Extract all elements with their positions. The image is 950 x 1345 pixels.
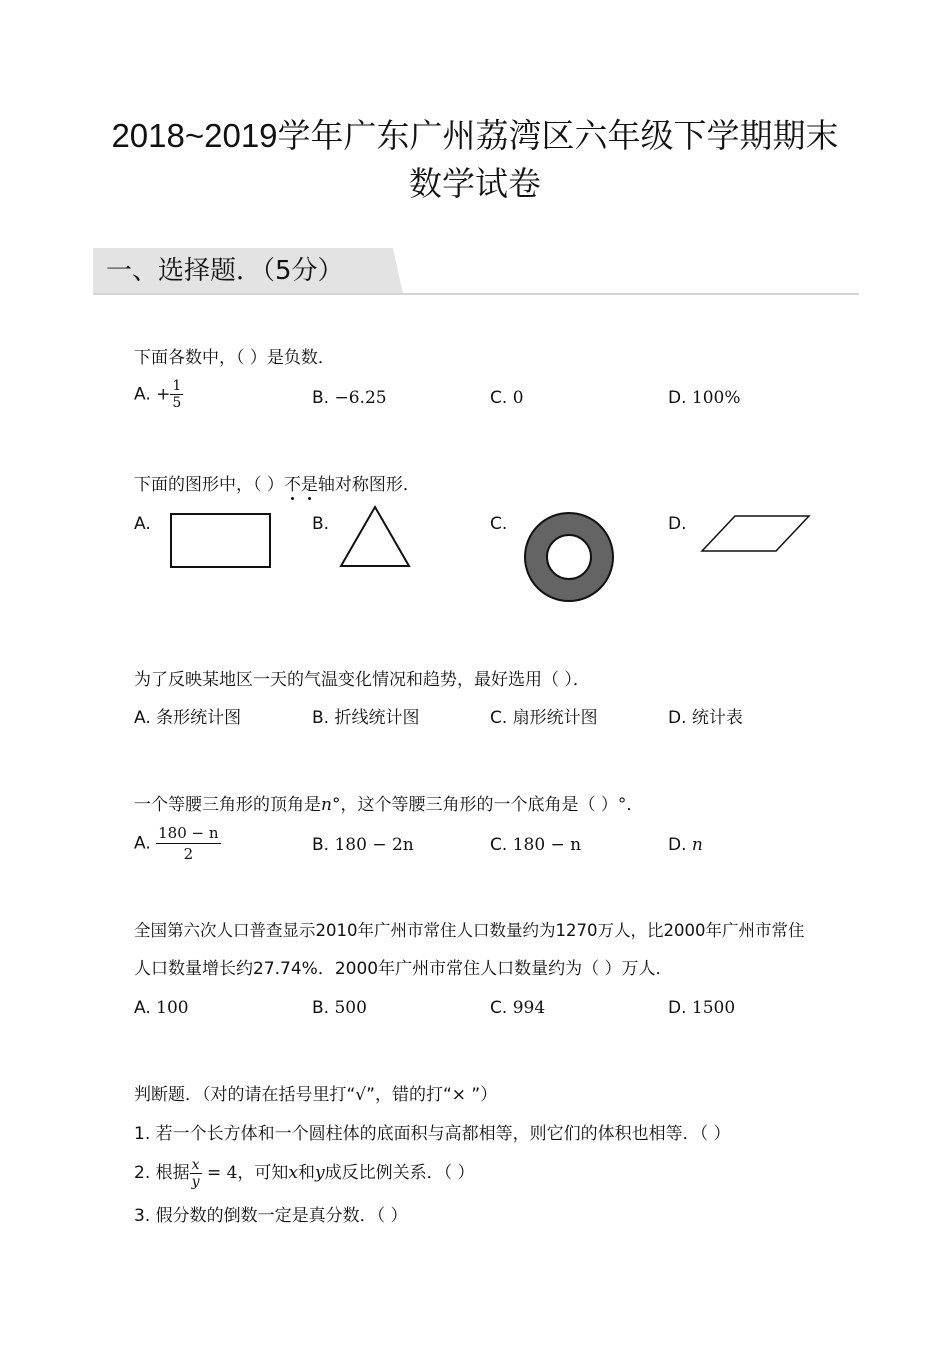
question-4-variable: n° xyxy=(321,795,341,815)
option-a-label: A. xyxy=(134,384,151,405)
question-1-option-d[interactable] xyxy=(668,386,741,410)
option-a-fraction xyxy=(170,378,183,411)
question-5-line-2: 人口数量增长约27.74%．2000年广州市常住人口数量约为（ ）万人． xyxy=(134,959,673,979)
question-5-option-d[interactable] xyxy=(668,996,735,1020)
judge-item-3: 3. 假分数的倒数一定是真分数．（ ） xyxy=(134,1206,408,1226)
option-d-value: 1500 xyxy=(691,998,736,1018)
option-d-label: D. xyxy=(668,998,687,1018)
option-c-value: 0 xyxy=(512,388,524,408)
option-c-value: 180 − n xyxy=(512,835,582,855)
judge-item-2-var-y: y xyxy=(315,1163,325,1183)
option-a-label: A. xyxy=(134,833,151,854)
option-b-label: B. xyxy=(312,388,330,408)
question-1-option-a[interactable] xyxy=(134,378,183,411)
question-5-option-b[interactable] xyxy=(312,996,367,1020)
option-d-value: 100% xyxy=(691,388,741,408)
question-2-option-c-label[interactable]: C. xyxy=(490,514,508,534)
question-2-option-d-label[interactable]: D. xyxy=(668,514,687,534)
fraction-denominator: 5 xyxy=(172,395,182,411)
question-1-option-c[interactable] xyxy=(490,386,524,410)
question-2-option-b-label[interactable]: B. xyxy=(312,514,330,534)
section-header xyxy=(93,248,859,296)
judge-header: 判断题．（对的请在括号里打“√”，错的打“× ”） xyxy=(134,1085,498,1105)
question-4-text xyxy=(134,793,643,817)
option-c-label: C. xyxy=(490,998,508,1018)
judge-item-2-text-3: 成反比例关系．（ ） xyxy=(324,1163,475,1183)
section-underline xyxy=(93,293,859,295)
ring-shape[interactable] xyxy=(521,510,617,604)
judge-item-2-text-1: ，可知 xyxy=(237,1163,289,1183)
emphasis-char-2: 是 xyxy=(301,475,318,495)
option-a-label: A. xyxy=(134,998,151,1018)
judge-item-2-equation: = 4 xyxy=(206,1163,238,1183)
fraction-numerator: 1 xyxy=(172,378,182,394)
question-3-option-b[interactable]: B. 折线统计图 xyxy=(312,708,420,728)
option-b-value: −6.25 xyxy=(334,388,387,408)
fraction-denominator: y xyxy=(191,1173,200,1190)
question-4-option-c[interactable] xyxy=(490,833,581,857)
parallelogram-shape[interactable] xyxy=(699,513,813,555)
question-2-text-pre: 下面的图形中，（ ） xyxy=(134,475,284,495)
question-1-option-b[interactable] xyxy=(312,386,387,410)
option-d-label: D. xyxy=(668,388,687,408)
option-a-sign: + xyxy=(156,384,171,405)
title-line-1: 2018~2019学年广东广州荔湾区六年级下学期期末 xyxy=(111,117,839,154)
question-4-text-post: ，这个等腰三角形的一个底角是（ ）°． xyxy=(340,795,644,815)
judge-item-2-text-2: 和 xyxy=(298,1163,316,1183)
question-4-option-d[interactable] xyxy=(668,833,703,857)
question-2-text xyxy=(134,473,420,497)
option-c-value: 994 xyxy=(512,998,546,1018)
question-3-option-a[interactable]: A. 条形统计图 xyxy=(134,708,242,728)
fraction-numerator: x xyxy=(190,1157,202,1174)
option-b-label: B. xyxy=(312,998,330,1018)
option-c-label: C. xyxy=(490,835,508,855)
question-4-text-pre: 一个等腰三角形的顶角是 xyxy=(134,795,321,815)
judge-item-2-fraction xyxy=(190,1157,202,1190)
fraction-denominator: 2 xyxy=(183,845,194,863)
question-2-option-a-label[interactable]: A. xyxy=(134,514,151,534)
option-b-label: B. xyxy=(312,835,330,855)
fraction-numerator: 180 − n xyxy=(158,824,219,842)
question-4-option-b[interactable] xyxy=(312,833,414,857)
question-3-option-d[interactable]: D. 统计表 xyxy=(668,708,743,728)
question-4-option-a[interactable] xyxy=(134,823,221,864)
page-title xyxy=(60,112,890,208)
option-b-value: 180 − 2n xyxy=(334,835,414,855)
title-line-2: 数学试卷 xyxy=(409,165,541,202)
question-1-text: 下面各数中，（ ）是负数． xyxy=(134,348,335,368)
option-a-fraction xyxy=(156,823,220,864)
question-5-line-1: 全国第六次人口普查显示2010年广州市常住人口数量约为1270万人，比2000年广州市常住 xyxy=(134,921,805,940)
option-d-label: D. xyxy=(668,835,687,855)
question-3-option-c[interactable]: C. 扇形统计图 xyxy=(490,708,598,728)
option-c-label: C. xyxy=(490,388,508,408)
judge-item-2-var-x: x xyxy=(288,1163,299,1183)
section-title: 一、选择题．（5分） xyxy=(106,256,344,286)
rectangle-shape[interactable] xyxy=(168,511,274,571)
triangle-shape[interactable] xyxy=(338,504,412,570)
question-3-text: 为了反映某地区一天的气温变化情况和趋势，最好选用（ ）． xyxy=(134,670,590,690)
option-b-value: 500 xyxy=(334,998,367,1018)
question-2-text-post: 轴对称图形． xyxy=(317,475,420,495)
question-5-option-a[interactable] xyxy=(134,996,189,1020)
option-a-value: 100 xyxy=(156,998,189,1018)
option-d-value: n xyxy=(691,835,703,855)
judge-item-1: 1. 若一个长方体和一个圆柱体的底面积与高都相等，则它们的体积也相等．（ ） xyxy=(134,1124,731,1144)
judge-item-2-prefix: 2. 根据 xyxy=(134,1163,190,1183)
question-5-option-c[interactable] xyxy=(490,996,545,1020)
judge-item-2 xyxy=(134,1156,475,1190)
emphasis-char-1: 不 xyxy=(284,475,301,495)
